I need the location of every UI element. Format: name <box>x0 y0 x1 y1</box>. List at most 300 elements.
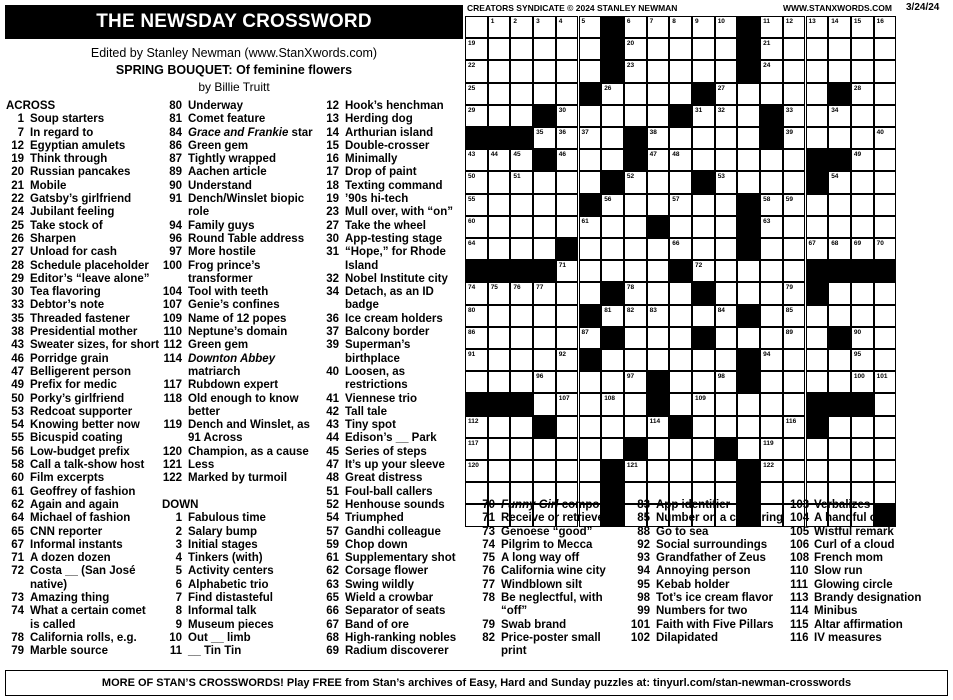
grid-cell[interactable] <box>806 216 829 238</box>
grid-cell[interactable] <box>579 460 602 482</box>
grid-cell[interactable] <box>533 60 556 82</box>
grid-cell[interactable] <box>647 460 670 482</box>
grid-cell[interactable] <box>760 238 783 260</box>
grid-cell[interactable] <box>715 194 738 216</box>
grid-cell[interactable] <box>874 38 897 60</box>
grid-cell[interactable] <box>465 282 488 304</box>
grid-cell[interactable] <box>692 16 715 38</box>
grid-cell[interactable] <box>851 16 874 38</box>
grid-cell[interactable] <box>510 416 533 438</box>
grid-cell[interactable] <box>624 260 647 282</box>
grid-cell[interactable] <box>601 438 624 460</box>
grid-cell[interactable] <box>647 349 670 371</box>
grid-cell[interactable] <box>760 216 783 238</box>
grid-cell[interactable] <box>783 149 806 171</box>
grid-cell[interactable] <box>715 460 738 482</box>
grid-cell[interactable] <box>556 282 579 304</box>
grid-cell[interactable] <box>510 105 533 127</box>
grid-cell[interactable] <box>760 83 783 105</box>
grid-cell[interactable] <box>579 438 602 460</box>
grid-cell[interactable] <box>828 171 851 193</box>
grid-cell[interactable] <box>669 38 692 60</box>
grid-cell[interactable] <box>715 305 738 327</box>
grid-cell[interactable] <box>465 171 488 193</box>
grid-cell[interactable] <box>533 393 556 415</box>
grid-cell[interactable] <box>783 371 806 393</box>
grid-cell[interactable] <box>760 438 783 460</box>
grid-cell[interactable] <box>579 260 602 282</box>
grid-cell[interactable] <box>760 60 783 82</box>
grid-cell[interactable] <box>647 60 670 82</box>
grid-cell[interactable] <box>692 127 715 149</box>
grid-cell[interactable] <box>760 194 783 216</box>
grid-cell[interactable] <box>488 460 511 482</box>
grid-cell[interactable] <box>715 171 738 193</box>
grid-cell[interactable] <box>601 260 624 282</box>
grid-cell[interactable] <box>669 83 692 105</box>
grid-cell[interactable] <box>737 438 760 460</box>
grid-cell[interactable] <box>783 305 806 327</box>
grid-cell[interactable] <box>737 393 760 415</box>
grid-cell[interactable] <box>556 371 579 393</box>
grid-cell[interactable] <box>510 83 533 105</box>
grid-cell[interactable] <box>806 194 829 216</box>
grid-cell[interactable] <box>488 282 511 304</box>
grid-cell[interactable] <box>647 83 670 105</box>
grid-cell[interactable] <box>783 216 806 238</box>
grid-cell[interactable] <box>510 171 533 193</box>
grid-cell[interactable] <box>783 16 806 38</box>
grid-cell[interactable] <box>533 216 556 238</box>
grid-cell[interactable] <box>624 238 647 260</box>
grid-cell[interactable] <box>760 305 783 327</box>
grid-cell[interactable] <box>647 149 670 171</box>
grid-cell[interactable] <box>556 16 579 38</box>
grid-cell[interactable] <box>556 127 579 149</box>
grid-cell[interactable] <box>601 194 624 216</box>
grid-cell[interactable] <box>579 60 602 82</box>
grid-cell[interactable] <box>806 305 829 327</box>
grid-cell[interactable] <box>715 149 738 171</box>
grid-cell[interactable] <box>851 282 874 304</box>
grid-cell[interactable] <box>828 194 851 216</box>
grid-cell[interactable] <box>579 38 602 60</box>
grid-cell[interactable] <box>828 38 851 60</box>
grid-cell[interactable] <box>488 16 511 38</box>
grid-cell[interactable] <box>669 216 692 238</box>
grid-cell[interactable] <box>874 16 897 38</box>
grid-cell[interactable] <box>647 105 670 127</box>
grid-cell[interactable] <box>669 282 692 304</box>
grid-cell[interactable] <box>556 460 579 482</box>
grid-cell[interactable] <box>874 438 897 460</box>
grid-cell[interactable] <box>760 460 783 482</box>
grid-cell[interactable] <box>465 149 488 171</box>
grid-cell[interactable] <box>874 416 897 438</box>
grid-cell[interactable] <box>715 83 738 105</box>
grid-cell[interactable] <box>624 282 647 304</box>
grid-cell[interactable] <box>715 371 738 393</box>
grid-cell[interactable] <box>465 83 488 105</box>
grid-cell[interactable] <box>556 83 579 105</box>
grid-cell[interactable] <box>488 349 511 371</box>
grid-cell[interactable] <box>510 327 533 349</box>
grid-cell[interactable] <box>715 393 738 415</box>
grid-cell[interactable] <box>715 16 738 38</box>
grid-cell[interactable] <box>647 260 670 282</box>
grid-cell[interactable] <box>669 393 692 415</box>
grid-cell[interactable] <box>783 282 806 304</box>
grid-cell[interactable] <box>669 349 692 371</box>
grid-cell[interactable] <box>465 349 488 371</box>
grid-cell[interactable] <box>488 171 511 193</box>
grid-cell[interactable] <box>488 194 511 216</box>
grid-cell[interactable] <box>601 393 624 415</box>
grid-cell[interactable] <box>783 238 806 260</box>
grid-cell[interactable] <box>601 216 624 238</box>
grid-cell[interactable] <box>556 349 579 371</box>
grid-cell[interactable] <box>806 238 829 260</box>
grid-cell[interactable] <box>579 282 602 304</box>
grid-cell[interactable] <box>692 438 715 460</box>
grid-cell[interactable] <box>556 171 579 193</box>
grid-cell[interactable] <box>737 282 760 304</box>
grid-cell[interactable] <box>715 349 738 371</box>
grid-cell[interactable] <box>647 438 670 460</box>
grid-cell[interactable] <box>760 171 783 193</box>
grid-cell[interactable] <box>806 38 829 60</box>
grid-cell[interactable] <box>783 60 806 82</box>
grid-cell[interactable] <box>806 460 829 482</box>
grid-cell[interactable] <box>715 60 738 82</box>
grid-cell[interactable] <box>647 282 670 304</box>
grid-cell[interactable] <box>715 127 738 149</box>
grid-cell[interactable] <box>783 349 806 371</box>
grid-cell[interactable] <box>465 460 488 482</box>
grid-cell[interactable] <box>692 393 715 415</box>
grid-cell[interactable] <box>556 105 579 127</box>
grid-cell[interactable] <box>783 438 806 460</box>
grid-cell[interactable] <box>874 216 897 238</box>
grid-cell[interactable] <box>556 260 579 282</box>
grid-cell[interactable] <box>579 416 602 438</box>
grid-cell[interactable] <box>533 16 556 38</box>
grid-cell[interactable] <box>465 216 488 238</box>
grid-cell[interactable] <box>579 393 602 415</box>
grid-cell[interactable] <box>851 305 874 327</box>
grid-cell[interactable] <box>828 349 851 371</box>
grid-cell[interactable] <box>783 460 806 482</box>
grid-cell[interactable] <box>556 393 579 415</box>
grid-cell[interactable] <box>828 282 851 304</box>
grid-cell[interactable] <box>510 216 533 238</box>
grid-cell[interactable] <box>510 60 533 82</box>
grid-cell[interactable] <box>488 149 511 171</box>
website[interactable]: WWW.STANXWORDS.COM <box>783 3 892 13</box>
grid-cell[interactable] <box>806 371 829 393</box>
grid-cell[interactable] <box>510 194 533 216</box>
grid-cell[interactable] <box>828 371 851 393</box>
grid-cell[interactable] <box>465 438 488 460</box>
grid-cell[interactable] <box>601 371 624 393</box>
grid-cell[interactable] <box>692 38 715 60</box>
grid-cell[interactable] <box>874 83 897 105</box>
grid-cell[interactable] <box>737 260 760 282</box>
grid-cell[interactable] <box>465 371 488 393</box>
grid-cell[interactable] <box>510 460 533 482</box>
grid-cell[interactable] <box>533 460 556 482</box>
grid-cell[interactable] <box>715 416 738 438</box>
grid-cell[interactable] <box>851 216 874 238</box>
grid-cell[interactable] <box>874 149 897 171</box>
grid-cell[interactable] <box>488 416 511 438</box>
grid-cell[interactable] <box>828 238 851 260</box>
grid-cell[interactable] <box>579 149 602 171</box>
grid-cell[interactable] <box>874 194 897 216</box>
grid-cell[interactable] <box>556 194 579 216</box>
grid-cell[interactable] <box>828 105 851 127</box>
grid-cell[interactable] <box>828 460 851 482</box>
grid-cell[interactable] <box>874 127 897 149</box>
grid-cell[interactable] <box>692 260 715 282</box>
grid-cell[interactable] <box>806 105 829 127</box>
grid-cell[interactable] <box>692 349 715 371</box>
grid-cell[interactable] <box>647 327 670 349</box>
grid-cell[interactable] <box>828 438 851 460</box>
grid-cell[interactable] <box>874 105 897 127</box>
grid-cell[interactable] <box>760 282 783 304</box>
grid-cell[interactable] <box>579 327 602 349</box>
grid-cell[interactable] <box>669 127 692 149</box>
grid-cell[interactable] <box>828 416 851 438</box>
grid-cell[interactable] <box>533 282 556 304</box>
grid-cell[interactable] <box>624 460 647 482</box>
grid-cell[interactable] <box>828 60 851 82</box>
grid-cell[interactable] <box>465 327 488 349</box>
grid-cell[interactable] <box>624 327 647 349</box>
grid-cell[interactable] <box>737 83 760 105</box>
grid-cell[interactable] <box>624 393 647 415</box>
grid-cell[interactable] <box>647 38 670 60</box>
grid-cell[interactable] <box>851 83 874 105</box>
grid-cell[interactable] <box>579 105 602 127</box>
grid-cell[interactable] <box>737 149 760 171</box>
grid-cell[interactable] <box>624 194 647 216</box>
grid-cell[interactable] <box>488 105 511 127</box>
grid-cell[interactable] <box>533 371 556 393</box>
grid-cell[interactable] <box>828 16 851 38</box>
grid-cell[interactable] <box>874 460 897 482</box>
grid-cell[interactable] <box>828 127 851 149</box>
grid-cell[interactable] <box>510 282 533 304</box>
grid-cell[interactable] <box>601 105 624 127</box>
grid-cell[interactable] <box>715 105 738 127</box>
grid-cell[interactable] <box>533 438 556 460</box>
grid-cell[interactable] <box>851 149 874 171</box>
grid-cell[interactable] <box>783 194 806 216</box>
grid-cell[interactable] <box>692 460 715 482</box>
grid-cell[interactable] <box>851 238 874 260</box>
grid-cell[interactable] <box>806 16 829 38</box>
grid-cell[interactable] <box>647 305 670 327</box>
grid-cell[interactable] <box>692 60 715 82</box>
grid-cell[interactable] <box>806 60 829 82</box>
grid-cell[interactable] <box>488 438 511 460</box>
grid-cell[interactable] <box>806 349 829 371</box>
grid-cell[interactable] <box>510 238 533 260</box>
grid-cell[interactable] <box>783 83 806 105</box>
grid-cell[interactable] <box>579 16 602 38</box>
grid-cell[interactable] <box>874 282 897 304</box>
grid-cell[interactable] <box>533 127 556 149</box>
grid-cell[interactable] <box>624 216 647 238</box>
grid-cell[interactable] <box>647 127 670 149</box>
grid-cell[interactable] <box>579 171 602 193</box>
grid-cell[interactable] <box>556 438 579 460</box>
grid-cell[interactable] <box>624 38 647 60</box>
grid-cell[interactable] <box>783 127 806 149</box>
grid-cell[interactable] <box>624 105 647 127</box>
grid-cell[interactable] <box>601 305 624 327</box>
grid-cell[interactable] <box>533 238 556 260</box>
grid-cell[interactable] <box>874 238 897 260</box>
grid-cell[interactable] <box>806 327 829 349</box>
grid-cell[interactable] <box>669 438 692 460</box>
grid-cell[interactable] <box>669 194 692 216</box>
grid-cell[interactable] <box>579 371 602 393</box>
grid-cell[interactable] <box>715 282 738 304</box>
grid-cell[interactable] <box>783 260 806 282</box>
grid-cell[interactable] <box>783 105 806 127</box>
grid-cell[interactable] <box>556 216 579 238</box>
grid-cell[interactable] <box>669 60 692 82</box>
grid-cell[interactable] <box>624 83 647 105</box>
grid-cell[interactable] <box>715 38 738 60</box>
grid-cell[interactable] <box>488 38 511 60</box>
grid-cell[interactable] <box>510 38 533 60</box>
grid-cell[interactable] <box>737 171 760 193</box>
grid-cell[interactable] <box>669 171 692 193</box>
grid-cell[interactable] <box>488 327 511 349</box>
grid-cell[interactable] <box>533 38 556 60</box>
grid-cell[interactable] <box>692 305 715 327</box>
grid-cell[interactable] <box>783 38 806 60</box>
grid-cell[interactable] <box>669 16 692 38</box>
grid-cell[interactable] <box>488 60 511 82</box>
grid-cell[interactable] <box>851 349 874 371</box>
grid-cell[interactable] <box>737 327 760 349</box>
grid-cell[interactable] <box>806 127 829 149</box>
grid-cell[interactable] <box>601 127 624 149</box>
grid-cell[interactable] <box>851 194 874 216</box>
grid-cell[interactable] <box>760 16 783 38</box>
grid-cell[interactable] <box>874 371 897 393</box>
grid-cell[interactable] <box>624 60 647 82</box>
grid-cell[interactable] <box>601 83 624 105</box>
grid-cell[interactable] <box>760 327 783 349</box>
grid-cell[interactable] <box>874 349 897 371</box>
grid-cell[interactable] <box>647 16 670 38</box>
grid-cell[interactable] <box>851 38 874 60</box>
grid-cell[interactable] <box>465 60 488 82</box>
grid-cell[interactable] <box>579 216 602 238</box>
grid-cell[interactable] <box>737 416 760 438</box>
grid-cell[interactable] <box>465 105 488 127</box>
grid-cell[interactable] <box>851 460 874 482</box>
grid-cell[interactable] <box>465 194 488 216</box>
grid-cell[interactable] <box>669 149 692 171</box>
grid-cell[interactable] <box>760 149 783 171</box>
grid-cell[interactable] <box>692 149 715 171</box>
grid-cell[interactable] <box>488 371 511 393</box>
grid-cell[interactable] <box>601 349 624 371</box>
grid-cell[interactable] <box>692 216 715 238</box>
grid-cell[interactable] <box>533 349 556 371</box>
grid-cell[interactable] <box>647 238 670 260</box>
grid-cell[interactable] <box>715 260 738 282</box>
grid-cell[interactable] <box>533 83 556 105</box>
grid-cell[interactable] <box>760 393 783 415</box>
grid-cell[interactable] <box>533 305 556 327</box>
grid-cell[interactable] <box>783 327 806 349</box>
grid-cell[interactable] <box>624 371 647 393</box>
grid-cell[interactable] <box>647 171 670 193</box>
grid-cell[interactable] <box>510 349 533 371</box>
grid-cell[interactable] <box>533 194 556 216</box>
grid-cell[interactable] <box>510 438 533 460</box>
grid-cell[interactable] <box>851 127 874 149</box>
grid-cell[interactable] <box>692 105 715 127</box>
grid-cell[interactable] <box>851 171 874 193</box>
grid-cell[interactable] <box>851 438 874 460</box>
grid-cell[interactable] <box>783 416 806 438</box>
grid-cell[interactable] <box>669 371 692 393</box>
grid-cell[interactable] <box>828 305 851 327</box>
grid-cell[interactable] <box>510 149 533 171</box>
grid-cell[interactable] <box>760 260 783 282</box>
grid-cell[interactable] <box>806 83 829 105</box>
grid-cell[interactable] <box>601 149 624 171</box>
grid-cell[interactable] <box>556 149 579 171</box>
grid-cell[interactable] <box>851 416 874 438</box>
grid-cell[interactable] <box>874 393 897 415</box>
grid-cell[interactable] <box>556 416 579 438</box>
grid-cell[interactable] <box>465 238 488 260</box>
grid-cell[interactable] <box>488 216 511 238</box>
grid-cell[interactable] <box>533 171 556 193</box>
grid-cell[interactable] <box>488 305 511 327</box>
grid-cell[interactable] <box>510 305 533 327</box>
grid-cell[interactable] <box>488 83 511 105</box>
grid-cell[interactable] <box>737 127 760 149</box>
grid-cell[interactable] <box>510 371 533 393</box>
grid-cell[interactable] <box>647 416 670 438</box>
grid-cell[interactable] <box>624 349 647 371</box>
grid-cell[interactable] <box>783 393 806 415</box>
grid-cell[interactable] <box>692 416 715 438</box>
grid-cell[interactable] <box>715 327 738 349</box>
grid-cell[interactable] <box>488 238 511 260</box>
grid-cell[interactable] <box>465 305 488 327</box>
grid-cell[interactable] <box>465 38 488 60</box>
grid-cell[interactable] <box>692 238 715 260</box>
grid-cell[interactable] <box>579 238 602 260</box>
grid-cell[interactable] <box>874 171 897 193</box>
grid-cell[interactable] <box>715 216 738 238</box>
grid-cell[interactable] <box>579 127 602 149</box>
grid-cell[interactable] <box>669 238 692 260</box>
grid-cell[interactable] <box>601 416 624 438</box>
